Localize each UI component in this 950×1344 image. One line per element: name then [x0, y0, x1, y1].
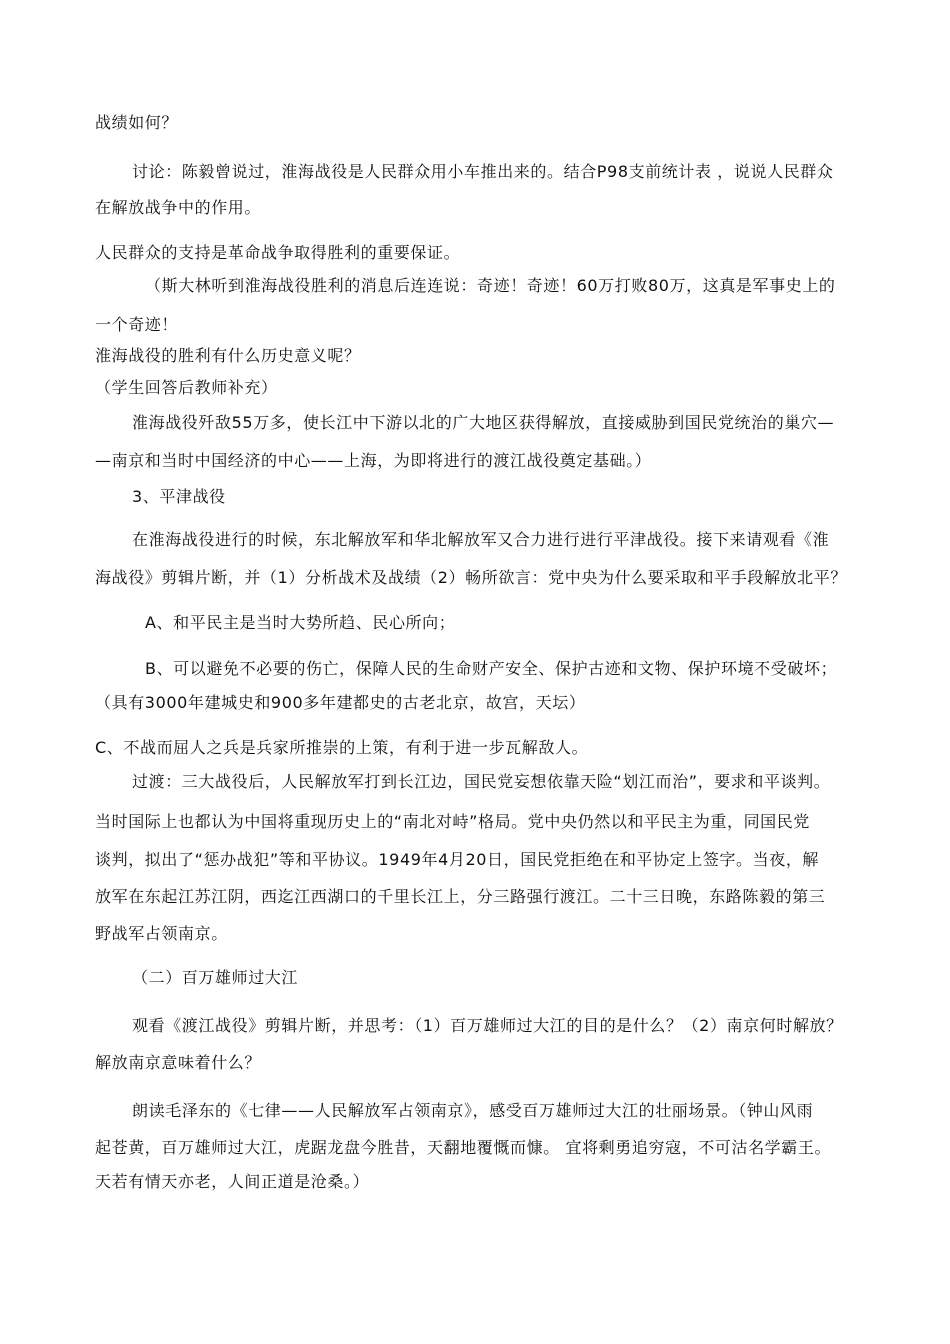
text-line: 观看《渡江战役》剪辑片断，并思考：（1）百万雄师过大江的目的是什么？（2）南京何时解放？: [132, 1016, 843, 1035]
text-line: 人民群众的支持是革命战争取得胜利的重要保证。: [95, 243, 461, 262]
section-heading: （二）百万雄师过大江: [132, 968, 299, 987]
text-line: C、不战而屈人之兵是兵家所推崇的上策，有利于进一步瓦解敌人。: [95, 738, 589, 757]
text-line: 战绩如何？: [95, 113, 179, 132]
text-line: （斯大林听到淮海战役胜利的消息后连连说：奇迹！奇迹！60万打败80万，这真是军事史上的: [145, 276, 836, 295]
text-line: 海战役》剪辑片断，并（1）分析战术及战绩（2）畅所欲言：党中央为什么要采取和平手段解放北平？: [95, 568, 847, 587]
text-line: 放军在东起江苏江阴，西迄江西湖口的千里长江上，分三路强行渡江。二十三日晚，东路陈毅的第三: [95, 887, 826, 906]
text-line: 野战军占领南京。: [95, 924, 228, 943]
text-line: （具有3000年建城史和900多年建都史的古老北京，故宫，天坛）: [95, 693, 586, 712]
text-line: 起苍黄，百万雄师过大江，虎踞龙盘今胜昔，天翻地覆慨而慷。 宜将剩勇追穷寇，不可沽名学霸王。: [95, 1138, 832, 1157]
text-line: 一个奇迹！: [95, 315, 179, 334]
text-line: 在解放战争中的作用。: [95, 198, 262, 217]
text-line: 朗读毛泽东的《七律——人民解放军占领南京》，感受百万雄师过大江的壮丽场景。（钟山风雨: [132, 1101, 814, 1120]
section-heading: 3、平津战役: [132, 487, 226, 506]
text-line: 谈判，拟出了“惩办战犯”等和平协议。1949年4月20日，国民党拒绝在和平协定上签字。当夜，解: [95, 850, 820, 869]
text-line: 讨论：陈毅曾说过，淮海战役是人民群众用小车推出来的。结合P98支前统计表 ，说说人民群众: [132, 162, 834, 181]
text-line: 天若有情天亦老，人间正道是沧桑。）: [95, 1172, 370, 1191]
text-line: 在淮海战役进行的时候，东北解放军和华北解放军又合力进行进行平津战役。接下来请观看《淮: [132, 530, 830, 549]
text-line: （学生回答后教师补充）: [95, 378, 278, 397]
text-line: 过渡：三大战役后，人民解放军打到长江边，国民党妄想依靠天险“划江而治”，要求和平谈判。: [132, 772, 831, 791]
text-line: —南京和当时中国经济的中心——上海，为即将进行的渡江战役奠定基础。）: [95, 451, 652, 470]
text-line: 淮海战役的胜利有什么历史意义呢？: [95, 346, 361, 365]
text-line: A、和平民主是当时大势所趋、民心所向；: [145, 613, 456, 632]
text-line: B、可以避免不必要的伤亡，保障人民的生命财产安全、保护古迹和文物、保护环境不受破坏；: [145, 659, 838, 678]
text-line: 当时国际上也都认为中国将重现历史上的“南北对峙”格局。党中央仍然以和平民主为重，同国民党: [95, 812, 810, 831]
text-line: 解放南京意味着什么？: [95, 1053, 262, 1072]
text-line: 淮海战役歼敌55万多，使长江中下游以北的广大地区获得解放，直接威胁到国民党统治的巢穴—: [132, 413, 835, 432]
